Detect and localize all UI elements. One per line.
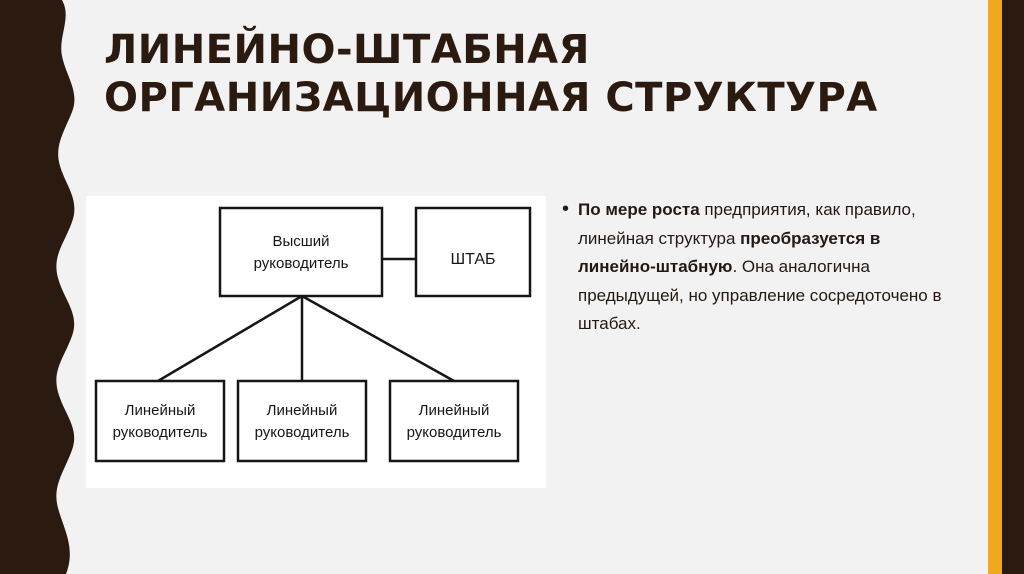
body-paragraph-part-4: . Она аналогична предыдущей, но управление сосредоточено в штабах. — [578, 257, 942, 333]
node-line-manager-3 — [390, 381, 518, 461]
node-line2-line1: Линейный — [266, 402, 338, 419]
body-paragraph-part-2: предприятия, как правило, линейная структура — [578, 200, 916, 248]
body-paragraph-bold-1: По мере роста — [578, 200, 700, 219]
node-staff — [416, 208, 530, 296]
node-top-line2: руководитель — [253, 255, 349, 272]
list-item — [562, 196, 942, 339]
body-text-block — [562, 196, 942, 339]
node-line3-line1: Линейный — [418, 402, 490, 419]
node-line3-line2: руководитель — [406, 424, 502, 441]
node-line2-line2: руководитель — [254, 424, 350, 441]
page-title: ЛИНЕЙНО-ШТАБНАЯ ОРГАНИЗАЦИОННАЯ СТРУКТУРА — [104, 27, 878, 121]
node-line-manager-2 — [238, 381, 366, 461]
bullet-icon: • — [562, 198, 570, 220]
left-decorative-band — [0, 0, 92, 574]
node-line1-line2: руководитель — [112, 424, 208, 441]
node-top-line1: Высший — [272, 233, 330, 250]
node-line-manager-1 — [96, 381, 224, 461]
body-paragraph — [578, 196, 942, 339]
node-line1-line1: Линейный — [124, 402, 196, 419]
node-top — [220, 208, 382, 296]
org-chart-diagram — [86, 196, 546, 488]
right-accent-bar-gold — [988, 0, 1002, 574]
node-staff-label: ШТАБ — [450, 251, 496, 268]
right-accent-bar-dark — [1002, 0, 1024, 574]
body-paragraph-bold-2: преобразуется в линейно-штабную — [578, 228, 881, 276]
